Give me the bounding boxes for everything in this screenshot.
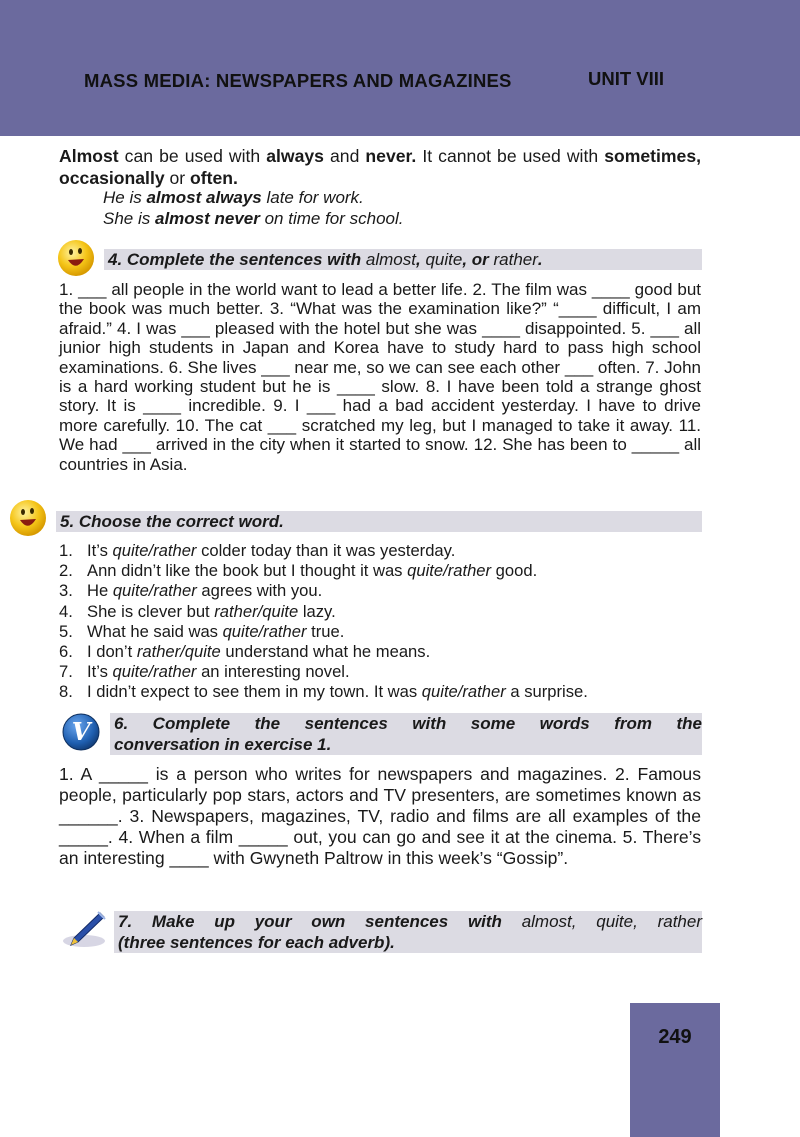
header-band xyxy=(0,0,800,136)
list-item: 6. I don’t rather/quite understand what he means. xyxy=(59,641,431,661)
example-sentence: He is almost always late for work. xyxy=(103,188,364,207)
list-item: 2. Ann didn’t like the book but I thought it was quite/rather good. xyxy=(59,561,538,581)
list-item: 5. What he said was quite/rather true. xyxy=(59,621,345,641)
exercise-5-title: 5. Choose the correct word. xyxy=(56,511,702,532)
page-number-block xyxy=(630,1003,720,1137)
list-item: 4. She is clever but rather/quite lazy. xyxy=(59,601,336,621)
smiley-icon xyxy=(56,238,96,278)
exercise-6-text: 1. A _____ is a person who writes for newspapers and magazines. 2. Famous people, particularly pop stars, actors and TV presenters, are sometimes known as ______. 3. Newspapers, magazines, TV, radio and films are all examples of the _____. 4. When a film _____ out, you can go and see it at the cinema. 5. There’s an interesting ____ with Gwyneth Paltrow in this week’s “Gossip”. xyxy=(59,764,701,868)
exercise-7-title: 7. Make up your own sentences with almost, quite, rather (three sentences for each adverb). xyxy=(114,911,702,953)
exercise-6-title: 6. Complete the sentences with some words from the conversation in exercise 1. xyxy=(110,713,702,755)
header-unit: UNIT VIII xyxy=(588,68,665,89)
smiley-icon xyxy=(8,498,48,538)
example-sentence: She is almost never on time for school. xyxy=(103,209,404,228)
vocabulary-icon xyxy=(61,712,101,752)
exercise-4-text: 1. ___ all people in the world want to lead a better life. 2. The film was ____ good but the book was much better. 3. “What was the examination like?” “____ difficult, I am afraid.” 4. I was ___ pleased with the hotel but she was ____ disappointed. 5. ___ all junior high students in Japan and Korea have to study hard to pass high school examinations. 6. She lives ___ near me, so we can see each other ___ often. 7. John is a hard working student but he is ____ slow. 8. I have been told a strange ghost story. It is ____ incredible. 9. I ___ had a bad accident yesterday. I have to drive more carefully. 10. The cat ___ scratched my leg, but I managed to take it away. 11. We had ___ arrived in the city when it started to snow. 12. She has been to _____ all countries in Asia. xyxy=(59,280,701,474)
list-item: 8. I didn’t expect to see them in my town. It was quite/rather a surprise. xyxy=(59,682,588,702)
list-item: 7. It’s quite/rather an interesting novel. xyxy=(59,662,350,682)
exercise-5-list xyxy=(59,541,588,703)
grammar-rule: Almost can be used with always and never. It cannot be used with sometimes, occasionally or often. xyxy=(59,146,701,188)
list-item: 1. It’s quite/rather colder today than it was yesterday. xyxy=(59,541,456,560)
header-title: MASS MEDIA: NEWSPAPERS AND MAGAZINES xyxy=(84,70,512,91)
page-number: 249 xyxy=(658,1026,692,1048)
exercise-4-title: 4. Complete the sentences with almost, quite, or rather. xyxy=(104,249,702,270)
pen-icon xyxy=(60,908,108,950)
list-item: 3. He quite/rather agrees with you. xyxy=(59,581,323,601)
svg-text:V: V xyxy=(71,717,91,746)
